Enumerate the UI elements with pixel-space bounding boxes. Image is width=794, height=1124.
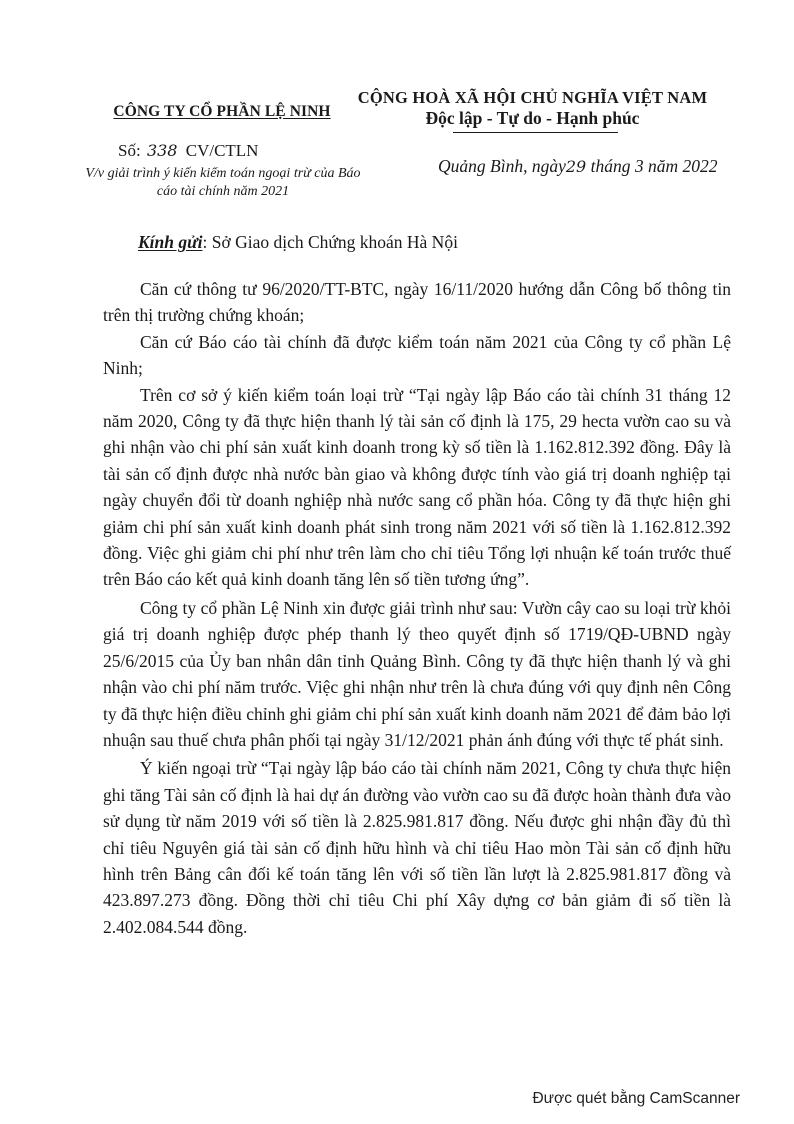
number-code: CV/CTLN bbox=[185, 141, 259, 160]
place-date-before: Quảng Bình, ngày bbox=[438, 156, 566, 176]
recipient bbox=[138, 232, 458, 253]
recipient-label: Kính gửi bbox=[138, 232, 203, 252]
document-subject: V/v giải trình ý kiến kiểm toán ngoại trừ của Báo cáo tài chính năm 2021 bbox=[85, 166, 361, 199]
body-paragraph: Công ty cổ phần Lệ Ninh xin được giải trình như sau: Vườn cây cao su loại trừ khỏi giá trị doanh nghiệp được phép thanh lý theo quyết định số 1719/QĐ-UBND ngày 25/6/2015 của Ủy ban nhân dân tỉnh Quảng Bình. Công ty đã thực hiện thanh lý và ghi nhận vào chi phí năm trước. Việc ghi nhận như trên là chưa đúng với quy định nên Công ty đã thực hiện điều chỉnh ghi giảm chi phí sản xuất kinh doanh năm 2021 để đảm bảo lợi nhuận sau thuế chưa phân phối tại ngày 31/12/2021 phản ánh đúng với thực tế phát sinh. bbox=[103, 597, 731, 750]
national-title: CỘNG HOÀ XÃ HỘI CHỦ NGHĨA VIỆT NAM bbox=[357, 88, 708, 107]
place-date-after: tháng 3 năm 2022 bbox=[586, 156, 718, 176]
place-date bbox=[438, 156, 748, 177]
place-date-day: 29 bbox=[565, 157, 587, 176]
national-motto: Độc lập - Tự do - Hạnh phúc bbox=[425, 108, 640, 128]
body-paragraph: Căn cứ thông tư 96/2020/TT-BTC, ngày 16/11/2020 hướng dẫn Công bố thông tin trên thị trường chứng khoán; bbox=[103, 279, 731, 326]
recipient-text: : Sở Giao dịch Chứng khoán Hà Nội bbox=[202, 232, 458, 252]
number-label: Số: bbox=[118, 141, 141, 160]
document-number bbox=[118, 141, 258, 161]
body-paragraph: Trên cơ sở ý kiến kiểm toán loại trừ “Tại ngày lập Báo cáo tài chính 31 tháng 12 năm 2020, Công ty đã thực hiện thanh lý tài sản cố định là 175, 29 hecta vườn cao su và ghi nhận vào chi phí sản xuất kinh doanh trong kỳ số tiền là 1.162.812.392 đồng. Đây là tài sản cố định được nhà nước bàn giao và không được tính vào giá trị doanh nghiệp tại ngày chuyển đổi từ doanh nghiệp nhà nước sang cổ phần hóa. Công ty đã thực hiện ghi giảm chi phí sản xuất kinh doanh phát sinh trong năm 2021 với số tiền là 1.162.812.392 đồng. Việc ghi giảm chi phí như trên làm cho chỉ tiêu Tổng lợi nhuận kế toán trước thuế trên Báo cáo kết quả kinh doanh tăng lên số tiền tương ứng”. bbox=[103, 384, 731, 590]
letter-body bbox=[103, 276, 731, 940]
number-handwritten: 338 bbox=[146, 141, 178, 160]
body-paragraph: Ý kiến ngoại trừ “Tại ngày lập báo cáo tài chính năm 2021, Công ty chưa thực hiện ghi tăng Tài sản cố định là hai dự án đường vào vườn cao su đã được hoàn thành đưa vào sử dụng từ năm 2019 với số tiền là 2.825.981.817 đồng. Nếu được ghi nhận đầy đủ thì chỉ tiêu Nguyên giá tài sản cố định hữu hình và chỉ tiêu Hao mòn Tài sản cố định hữu hình trên Bảng cân đối kế toán tăng lên với số tiền lần lượt là 2.825.981.817 đồng và 423.897.273 đồng. Đồng thời chỉ tiêu Chi phí Xây dựng cơ bản giảm đi số tiền là 2.402.084.544 đồng. bbox=[103, 758, 731, 937]
body-paragraph: Căn cứ Báo cáo tài chính đã được kiểm toán năm 2021 của Công ty cổ phần Lệ Ninh; bbox=[103, 331, 731, 379]
company-name: CÔNG TY CỔ PHẦN LỆ NINH bbox=[113, 103, 331, 120]
scanner-watermark: Được quét bằng CamScanner bbox=[532, 1090, 740, 1107]
motto-underline bbox=[453, 132, 618, 133]
